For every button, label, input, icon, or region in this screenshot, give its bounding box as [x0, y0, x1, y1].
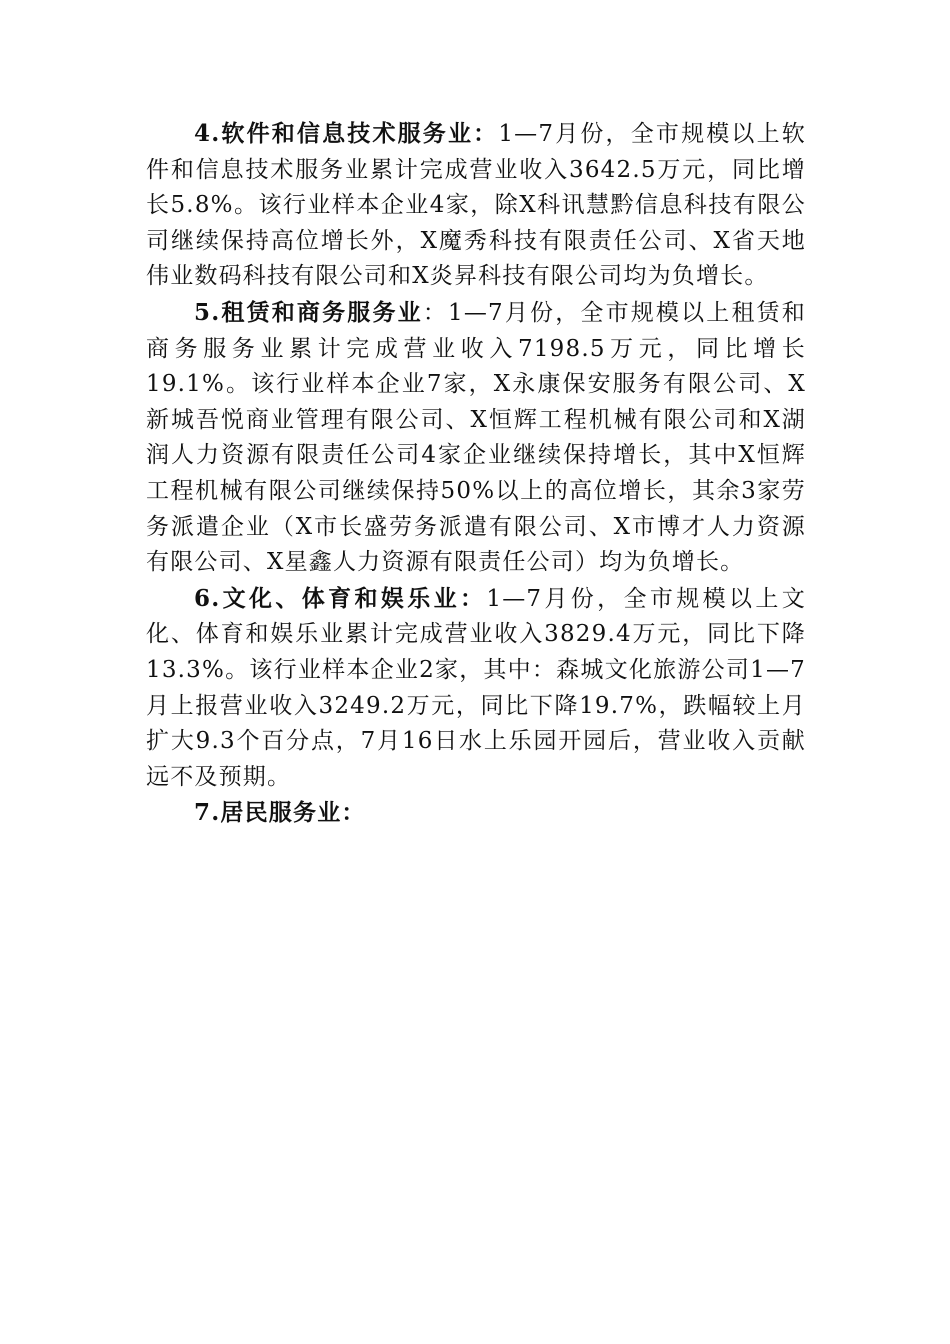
- section-heading: 5.租赁和商务服务业: [194, 298, 423, 326]
- document-page: [146, 116, 806, 832]
- section-body: ：1—7月份，全市规模以上租赁和商务服务业累计完成营业收入7198.5万元，同比增长19.1%。该行业样本企业7家，X永康保安服务有限公司、X新城吾悦商业管理有限公司、X恒辉工程机械有限公司和X湖润人力资源有限责任公司4家企业继续保持增长，其中X恒辉工程机械有限公司继续保持50%以上的高位增长，其余3家劳务派遣企业（X市长盛劳务派遣有限公司、X市博才人力资源有限公司、X星鑫人力资源有限责任公司）均为负增长。: [146, 299, 807, 576]
- section-heading: 7.居民服务业：: [194, 799, 366, 827]
- section-body: 1—7月份，全市规模以上文化、体育和娱乐业累计完成营业收入3829.4万元，同比下降13.3%。该行业样本企业2家，其中：森城文化旅游公司1—7月上报营业收入3249.2万元，同比下降19.7%，跌幅较上月扩大9.3个百分点，7月16日水上乐园开园后，营业收入贡献远不及预期。: [146, 585, 806, 790]
- section-leasing-business: [146, 295, 806, 581]
- section-software-it: [146, 116, 806, 295]
- section-culture-sports: [146, 581, 806, 796]
- section-resident-services: [146, 795, 806, 832]
- section-body: 1—7月份，全市规模以上软件和信息技术服务业累计完成营业收入3642.5万元，同比增长5.8%。该行业样本企业4家，除X科讯慧黔信息科技有限公司继续保持高位增长外，X魔秀科技有限责任公司、X省天地伟业数码科技有限公司和X炎昇科技有限公司均为负增长。: [146, 121, 806, 290]
- section-heading: 6.文化、体育和娱乐业：: [194, 584, 487, 612]
- section-heading: 4.软件和信息技术服务业：: [194, 120, 499, 147]
